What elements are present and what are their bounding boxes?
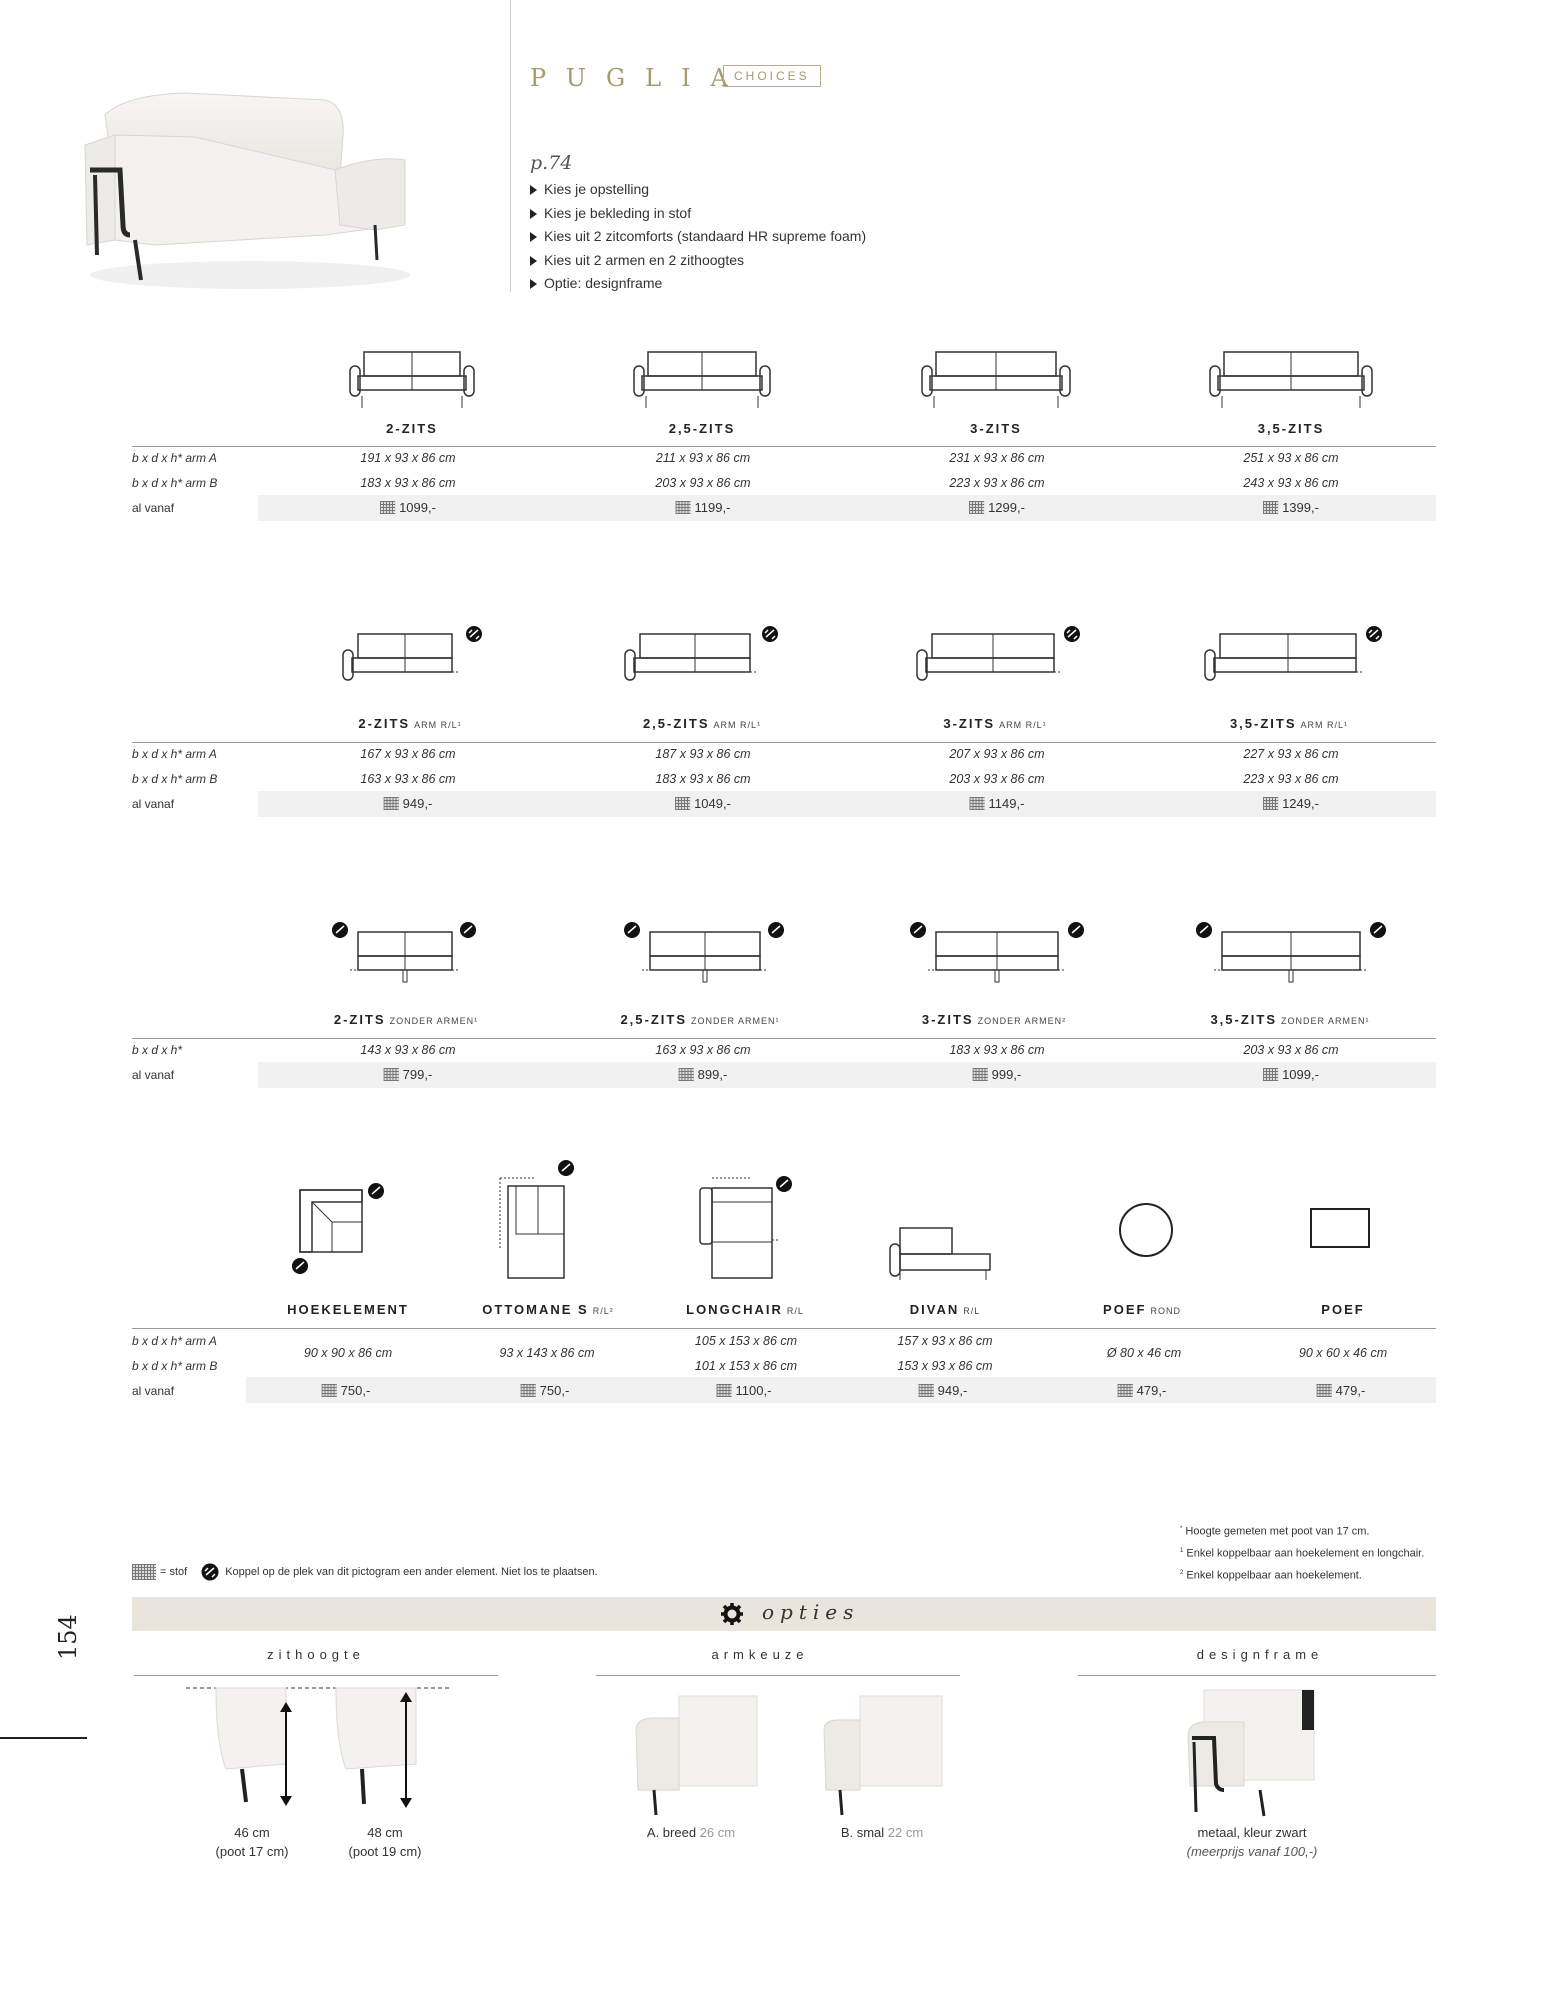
option-group-title: armkeuze bbox=[711, 1647, 809, 1662]
dimension: 93 x 143 x 86 cm bbox=[499, 1346, 595, 1360]
footnotes bbox=[1180, 1520, 1424, 1586]
product-name: 2-ZITS ARM R/L¹ bbox=[358, 716, 462, 731]
price: 999,- bbox=[973, 1067, 1022, 1082]
option-caption: A. breed 26 cm bbox=[646, 1825, 736, 1840]
fabric-icon bbox=[1118, 1384, 1133, 1397]
price: 750,- bbox=[521, 1383, 570, 1398]
dimension-arm-a: 211 x 93 x 86 cm bbox=[655, 451, 751, 465]
row-label-dim: b x d x h* bbox=[132, 1043, 183, 1057]
fabric-icon bbox=[384, 1068, 399, 1081]
fabric-icon bbox=[380, 501, 395, 514]
price: 1399,- bbox=[1263, 500, 1319, 515]
dimension-arm-a: 191 x 93 x 86 cm bbox=[360, 451, 456, 465]
feature-item: Optie: designframe bbox=[530, 272, 866, 296]
sofa-3-5-seat-icon bbox=[1208, 350, 1374, 412]
product-name: 2,5-ZITS bbox=[668, 421, 736, 436]
page-reference: p.74 bbox=[530, 152, 573, 174]
dimension-arm-a: 231 x 93 x 86 cm bbox=[949, 451, 1045, 465]
feature-list bbox=[530, 178, 866, 296]
feature-item: Kies uit 2 zitcomforts (standaard HR supreme foam) bbox=[530, 225, 866, 249]
price: 479,- bbox=[1317, 1383, 1366, 1398]
sofa-2-seat-icon bbox=[348, 350, 476, 412]
dimension-arm-a: 251 x 93 x 86 cm bbox=[1243, 451, 1339, 465]
price: 479,- bbox=[1118, 1383, 1167, 1398]
dimension: 90 x 90 x 86 cm bbox=[303, 1346, 393, 1360]
row-label-dim-b: b x d x h* arm B bbox=[132, 772, 218, 786]
price-bar bbox=[258, 1062, 1436, 1088]
price: 949,- bbox=[384, 796, 433, 811]
dimension-arm-a: 207 x 93 x 86 cm bbox=[949, 747, 1045, 761]
price-bar bbox=[258, 791, 1436, 817]
table-rule bbox=[132, 446, 1436, 447]
legend-link-text: Koppel op de plek van dit pictogram een ander element. Niet los te plaatsen. bbox=[225, 1566, 598, 1578]
legend bbox=[132, 1563, 598, 1581]
footnote: $^1$ Enkel koppelbaar aan hoekelement en longchair. bbox=[1180, 1547, 1425, 1560]
dimension-arm-b: 203 x 93 x 86 cm bbox=[949, 772, 1045, 786]
dimension-arm-a: 227 x 93 x 86 cm bbox=[1243, 747, 1339, 761]
sofa-3-5-seat-arm-icon bbox=[1202, 622, 1392, 690]
dimension: 203 x 93 x 86 cm bbox=[1243, 1043, 1339, 1057]
fabric-icon bbox=[676, 501, 691, 514]
dimension-arm-b: 203 x 93 x 86 cm bbox=[655, 476, 751, 490]
table-rule bbox=[132, 1328, 1436, 1329]
fabric-icon bbox=[717, 1384, 732, 1397]
fabric-icon bbox=[521, 1384, 536, 1397]
option-rule bbox=[134, 1675, 498, 1676]
sofa-2-5-seat-arm-icon bbox=[622, 622, 787, 690]
dimension: 163 x 93 x 86 cm bbox=[655, 1043, 751, 1057]
price: 1199,- bbox=[676, 500, 731, 515]
dimension: Ø 80 x 46 cm bbox=[1106, 1346, 1182, 1360]
option-rule bbox=[596, 1675, 960, 1676]
ottoman-icon bbox=[496, 1158, 586, 1280]
hero-sofa-image bbox=[75, 75, 415, 295]
product-name: 2-ZITS ZONDER ARMEN¹ bbox=[333, 1012, 479, 1027]
dimension-arm-a: 157 x 93 x 86 cm bbox=[897, 1334, 993, 1348]
footnote: * Hoogte gemeten met poot van 17 cm. bbox=[1180, 1525, 1370, 1538]
fabric-icon bbox=[973, 1068, 988, 1081]
product-name: 3-ZITS ZONDER ARMEN² bbox=[921, 1012, 1067, 1027]
sofa-3-5-seat-armless-icon bbox=[1194, 918, 1390, 988]
dimension-arm-a: 187 x 93 x 86 cm bbox=[655, 747, 751, 761]
product-name: 3,5-ZITS ARM R/L¹ bbox=[1229, 716, 1349, 731]
choices-badge: CHOICES bbox=[723, 65, 821, 87]
seat-height-image bbox=[186, 1684, 450, 1814]
price-bar bbox=[246, 1377, 1436, 1403]
product-name: LONGCHAIR R/L bbox=[686, 1302, 804, 1317]
fabric-icon bbox=[969, 501, 984, 514]
option-caption: B. smal 22 cm bbox=[840, 1825, 924, 1840]
fabric-icon bbox=[1263, 501, 1278, 514]
product-name: 3,5-ZITS ZONDER ARMEN¹ bbox=[1210, 1012, 1370, 1027]
price: 1149,- bbox=[970, 796, 1025, 811]
price: 1249,- bbox=[1263, 796, 1319, 811]
dimension: 183 x 93 x 86 cm bbox=[949, 1043, 1045, 1057]
option-caption: 46 cm (poot 17 cm) bbox=[215, 1825, 289, 1859]
product-name: 2-ZITS bbox=[386, 421, 438, 436]
product-name: DIVAN R/L bbox=[909, 1302, 981, 1317]
collection-title: PUGLIA bbox=[530, 64, 748, 92]
fabric-icon bbox=[675, 797, 690, 810]
fabric-icon bbox=[384, 797, 399, 810]
feature-item: Kies je bekleding in stof bbox=[530, 202, 866, 226]
dimension-arm-b: 153 x 93 x 86 cm bbox=[897, 1359, 993, 1373]
arm-wide-image bbox=[634, 1690, 758, 1820]
fabric-icon bbox=[919, 1384, 934, 1397]
sofa-3-seat-arm-icon bbox=[914, 622, 1089, 690]
row-label-dim-b: b x d x h* arm B bbox=[132, 1359, 218, 1373]
dimension-arm-b: 183 x 93 x 86 cm bbox=[360, 476, 456, 490]
feature-item: Kies uit 2 armen en 2 zithoogtes bbox=[530, 249, 866, 273]
options-title: opties bbox=[762, 1600, 860, 1624]
designframe-image bbox=[1184, 1686, 1318, 1820]
sofa-2-5-seat-armless-icon bbox=[622, 918, 788, 988]
row-label-dim-a: b x d x h* arm A bbox=[132, 451, 217, 465]
dimension-arm-a: 167 x 93 x 86 cm bbox=[360, 747, 456, 761]
dimension-arm-a: 105 x 153 x 86 cm bbox=[694, 1334, 798, 1348]
product-name: 2,5-ZITS ARM R/L¹ bbox=[642, 716, 762, 731]
product-name: POEF ROND bbox=[1103, 1302, 1181, 1317]
fabric-icon bbox=[679, 1068, 694, 1081]
table-rule bbox=[132, 742, 1436, 743]
row-label-price: al vanaf bbox=[132, 501, 175, 515]
option-group-title: zithoogte bbox=[267, 1647, 365, 1662]
longchair-icon bbox=[690, 1170, 800, 1282]
page-number: 154 bbox=[54, 1614, 82, 1660]
product-name: POEF bbox=[1321, 1302, 1365, 1317]
link-icon bbox=[201, 1563, 219, 1581]
product-name: OTTOMANE S R/L² bbox=[482, 1302, 614, 1317]
dimension-arm-b: 223 x 93 x 86 cm bbox=[949, 476, 1045, 490]
price: 899,- bbox=[679, 1067, 728, 1082]
price: 1099,- bbox=[1263, 1067, 1319, 1082]
price: 750,- bbox=[322, 1383, 371, 1398]
price: 949,- bbox=[919, 1383, 968, 1398]
corner-element-icon bbox=[288, 1178, 388, 1278]
price: 1100,- bbox=[717, 1383, 772, 1398]
feature-item: Kies je opstelling bbox=[530, 178, 866, 202]
table-rule bbox=[132, 1038, 1436, 1039]
product-name: 2,5-ZITS ZONDER ARMEN¹ bbox=[620, 1012, 780, 1027]
gear-icon bbox=[720, 1602, 744, 1626]
divan-icon bbox=[886, 1218, 996, 1284]
footnote: $^2$ Enkel koppelbaar aan hoekelement. bbox=[1180, 1569, 1362, 1582]
option-group-title: designframe bbox=[1196, 1647, 1324, 1662]
fabric-icon bbox=[1317, 1384, 1332, 1397]
price: 1049,- bbox=[675, 796, 731, 811]
dimension-arm-b: 101 x 153 x 86 cm bbox=[694, 1359, 798, 1373]
sofa-2-seat-armless-icon bbox=[330, 918, 480, 988]
dimension-arm-b: 243 x 93 x 86 cm bbox=[1243, 476, 1339, 490]
sofa-3-seat-armless-icon bbox=[908, 918, 1088, 988]
dimension-arm-b: 163 x 93 x 86 cm bbox=[360, 772, 456, 786]
option-rule bbox=[1078, 1675, 1436, 1676]
product-name: HOEKELEMENT bbox=[287, 1302, 409, 1317]
fabric-icon bbox=[322, 1384, 337, 1397]
dimension-arm-b: 223 x 93 x 86 cm bbox=[1243, 772, 1339, 786]
sofa-2-seat-arm-icon bbox=[340, 622, 490, 690]
option-caption: metaal, kleur zwart (meerprijs vanaf 100,-) bbox=[1186, 1825, 1318, 1859]
product-name: 3,5-ZITS bbox=[1257, 421, 1325, 436]
row-label-price: al vanaf bbox=[132, 1068, 175, 1082]
dimension: 90 x 60 x 46 cm bbox=[1298, 1346, 1388, 1360]
fabric-icon bbox=[1263, 797, 1278, 810]
round-pouf-icon bbox=[1116, 1200, 1176, 1260]
row-label-dim-b: b x d x h* arm B bbox=[132, 476, 218, 490]
legend-fabric-text: = stof bbox=[160, 1566, 188, 1578]
sofa-3-seat-icon bbox=[920, 350, 1072, 412]
product-name: 3-ZITS bbox=[970, 421, 1022, 436]
price: 1299,- bbox=[969, 500, 1025, 515]
product-name: 3-ZITS ARM R/L¹ bbox=[943, 716, 1047, 731]
fabric-icon bbox=[970, 797, 985, 810]
option-caption: 48 cm (poot 19 cm) bbox=[348, 1825, 422, 1859]
sofa-2-5-seat-icon bbox=[632, 350, 772, 412]
price: 1099,- bbox=[380, 500, 436, 515]
row-label-price: al vanaf bbox=[132, 797, 175, 811]
price: 799,- bbox=[384, 1067, 433, 1082]
fabric-icon bbox=[1263, 1068, 1278, 1081]
pouf-icon bbox=[1308, 1206, 1372, 1250]
row-label-price: al vanaf bbox=[132, 1384, 175, 1398]
row-label-dim-a: b x d x h* arm A bbox=[132, 1334, 217, 1348]
dimension: 143 x 93 x 86 cm bbox=[360, 1043, 456, 1057]
header-divider bbox=[510, 0, 511, 292]
fabric-icon bbox=[132, 1564, 156, 1580]
row-label-dim-a: b x d x h* arm A bbox=[132, 747, 217, 761]
dimension-arm-b: 183 x 93 x 86 cm bbox=[655, 772, 751, 786]
arm-narrow-image bbox=[820, 1690, 944, 1820]
page-number-rule bbox=[0, 1737, 87, 1739]
